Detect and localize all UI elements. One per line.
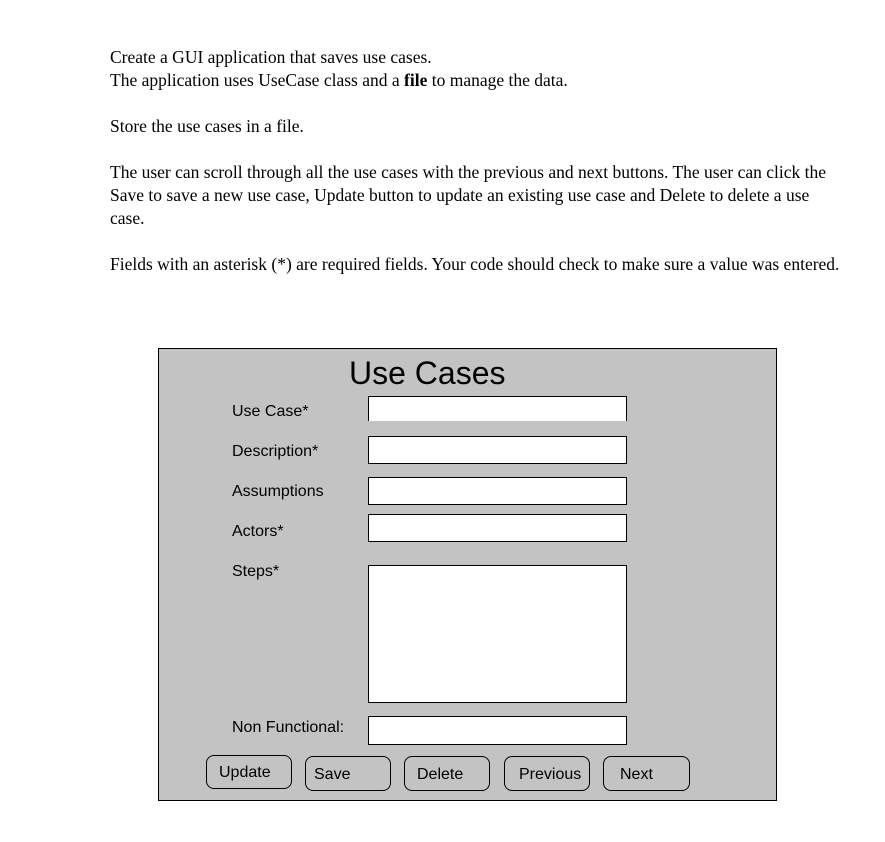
use-case-label: Use Case* [232, 403, 309, 420]
delete-button[interactable]: Delete [404, 756, 490, 791]
instructions-paragraph-4: Fields with an asterisk (*) are required fields. Your code should check to make sure a value was entered. [110, 254, 840, 274]
instructions-paragraph-1 [110, 46, 840, 92]
steps-field[interactable] [368, 565, 627, 703]
previous-button[interactable]: Previous [504, 756, 590, 791]
non-functional-label: Non Functional: [232, 719, 345, 736]
assumptions-label: Assumptions [232, 483, 324, 500]
actors-label: Actors* [232, 523, 284, 540]
assignment-instructions [110, 46, 840, 299]
update-button[interactable]: Update [206, 755, 292, 789]
use-case-field[interactable] [368, 396, 627, 421]
instructions-line-2-start: The application uses UseCase class and a [110, 70, 405, 90]
use-cases-form-mockup [158, 348, 777, 801]
description-field[interactable] [368, 436, 627, 464]
assumptions-field[interactable] [368, 477, 627, 505]
instructions-line-2-bold: file [404, 70, 428, 90]
instructions-paragraph-2: Store the use cases in a file. [110, 116, 304, 136]
non-functional-field[interactable] [368, 716, 627, 745]
actors-field[interactable] [368, 514, 627, 542]
description-label: Description* [232, 443, 319, 460]
instructions-line-2-end: to manage the data. [427, 70, 568, 90]
steps-label: Steps* [232, 563, 280, 580]
save-button[interactable]: Save [305, 756, 391, 791]
form-title: Use Cases [349, 355, 506, 391]
instructions-paragraph-3: The user can scroll through all the use cases with the previous and next buttons. The user can click the Save to save a new use case, Update button to update an existing use case and Delete to delete a use case. [110, 162, 826, 228]
next-button[interactable]: Next [603, 756, 690, 791]
instructions-line-1: Create a GUI application that saves use cases. [110, 47, 432, 67]
